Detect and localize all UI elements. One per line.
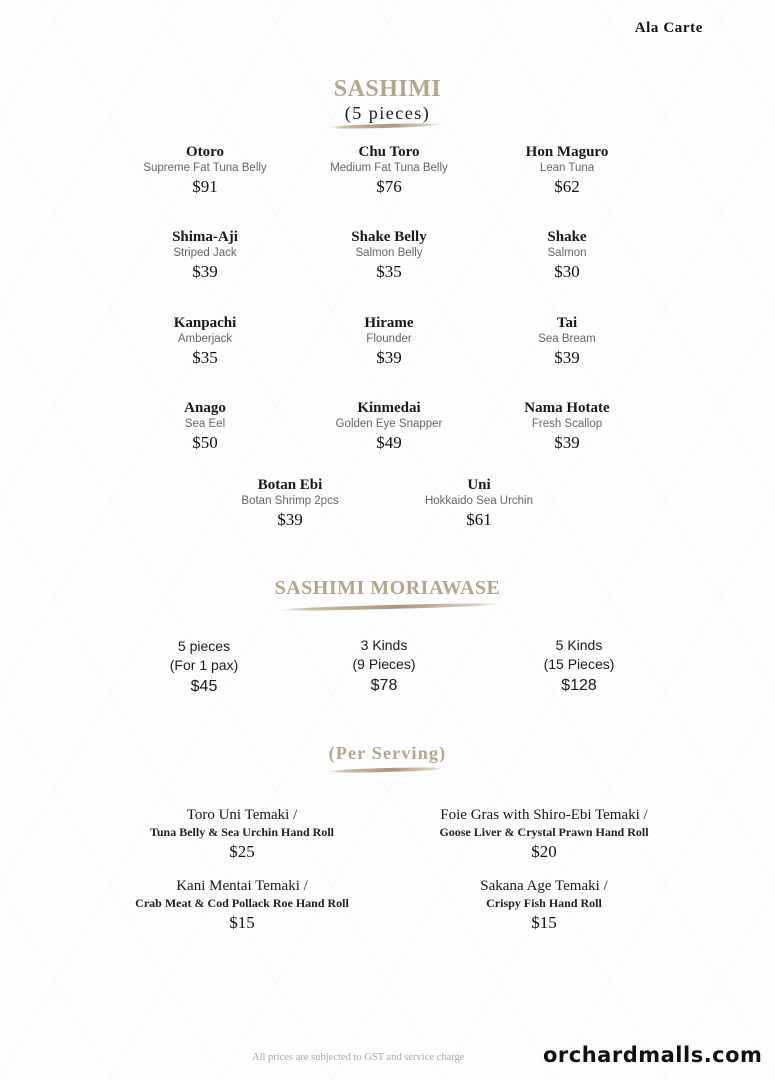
- item-desc: Crispy Fish Hand Roll: [486, 896, 602, 910]
- sashimi-title: SASHIMI: [333, 76, 442, 102]
- item-name: Anago: [184, 400, 226, 416]
- combo-line2: (For 1 pax): [169, 657, 239, 673]
- item-desc: Botan Shrimp 2pcs: [241, 495, 339, 507]
- item-name: Kinmedai: [357, 400, 421, 416]
- moriawase-title: SASHIMI MORIAWASE: [274, 577, 501, 599]
- item-desc: Crab Meat & Cod Pollack Roe Hand Roll: [135, 896, 349, 910]
- item-price: $50: [192, 433, 218, 452]
- site-watermark: orchardmalls.com: [543, 1043, 763, 1067]
- brush-underline: [278, 602, 500, 612]
- temaki-item: [399, 877, 689, 935]
- combo-line1: 3 Kinds: [360, 637, 408, 653]
- item-price: $61: [466, 510, 492, 529]
- menu-item: [105, 229, 305, 283]
- item-price: $25: [229, 842, 255, 861]
- item-price: $39: [192, 262, 218, 281]
- item-price: $76: [376, 177, 402, 196]
- item-price: $39: [376, 348, 402, 367]
- combo-item: [124, 637, 284, 698]
- item-price: $35: [376, 262, 402, 281]
- menu-item: [289, 400, 489, 454]
- item-price: $30: [554, 262, 580, 281]
- item-price: $35: [192, 348, 218, 367]
- item-desc: Amberjack: [177, 333, 233, 345]
- item-name: Shake: [547, 229, 587, 245]
- combo-item: [304, 636, 464, 697]
- item-desc: Hokkaido Sea Urchin: [424, 495, 534, 507]
- temaki-item: [97, 877, 387, 935]
- item-name: Hirame: [364, 315, 414, 331]
- item-price: $39: [554, 348, 580, 367]
- item-name: Uni: [467, 477, 491, 493]
- menu-item: [289, 229, 489, 283]
- menu-item: [105, 144, 305, 198]
- combo-price: $78: [370, 677, 398, 694]
- item-price: $20: [531, 842, 557, 861]
- temaki-item: [399, 806, 689, 864]
- item-name: Shake Belly: [351, 229, 427, 245]
- item-desc: Sea Bream: [538, 333, 596, 345]
- item-desc: Goose Liver & Crystal Prawn Hand Roll: [439, 825, 649, 839]
- item-desc: Tuna Belly & Sea Urchin Hand Roll: [149, 825, 335, 839]
- combo-price: $45: [190, 678, 218, 695]
- item-name: Toro Uni Temaki /: [186, 807, 298, 823]
- item-name: Kani Mentai Temaki /: [176, 878, 308, 894]
- item-name: Tai: [556, 315, 578, 331]
- combo-line2: (9 Pieces): [352, 656, 416, 672]
- menu-item: [467, 315, 667, 369]
- temaki-subtitle: (Per Serving): [328, 743, 447, 763]
- item-desc: Fresh Scallop: [531, 418, 603, 430]
- item-name: Hon Maguro: [525, 144, 609, 160]
- item-desc: Supreme Fat Tuna Belly: [143, 162, 267, 174]
- menu-item: [467, 229, 667, 283]
- item-price: $15: [229, 913, 255, 932]
- combo-line1: 5 Kinds: [555, 637, 603, 653]
- item-desc: Golden Eye Snapper: [335, 418, 443, 430]
- item-name: Nama Hotate: [524, 400, 610, 416]
- item-name: Otoro: [185, 144, 225, 160]
- menu-item: [467, 144, 667, 198]
- menu-item: [190, 477, 390, 531]
- item-price: $91: [192, 177, 218, 196]
- page-header-label: Ala Carte: [634, 20, 703, 36]
- item-name: Shima-Aji: [172, 229, 238, 245]
- item-price: $39: [554, 433, 580, 452]
- menu-item: [289, 144, 489, 198]
- item-desc: Striped Jack: [173, 247, 237, 259]
- item-name: Sakana Age Temaki /: [480, 878, 608, 894]
- menu-item: [105, 315, 305, 369]
- temaki-item: [97, 806, 387, 864]
- combo-price: $128: [561, 677, 597, 694]
- menu-item: [289, 315, 489, 369]
- item-name: Botan Ebi: [257, 477, 323, 493]
- item-price: $15: [531, 913, 557, 932]
- menu-item: [105, 400, 305, 454]
- sashimi-subtitle: (5 pieces): [344, 103, 431, 123]
- menu-item: [379, 477, 579, 531]
- item-price: $39: [277, 510, 303, 529]
- combo-line2: (15 Pieces): [543, 656, 615, 672]
- brush-underline: [328, 766, 444, 773]
- item-desc: Salmon Belly: [355, 247, 423, 259]
- item-desc: Salmon: [547, 247, 587, 259]
- item-desc: Sea Eel: [184, 418, 226, 430]
- item-desc: Medium Fat Tuna Belly: [330, 162, 448, 174]
- menu-item: [467, 400, 667, 454]
- combo-line1: 5 pieces: [177, 638, 231, 654]
- price-disclaimer: All prices are subjected to GST and service charge: [252, 1052, 465, 1063]
- item-name: Foie Gras with Shiro-Ebi Temaki /: [440, 807, 648, 823]
- item-desc: Flounder: [366, 333, 412, 345]
- item-price: $49: [376, 433, 402, 452]
- item-name: Kanpachi: [173, 315, 237, 331]
- item-name: Chu Toro: [358, 144, 420, 160]
- item-desc: Lean Tuna: [539, 162, 595, 174]
- item-price: $62: [554, 177, 580, 196]
- combo-item: [499, 636, 659, 697]
